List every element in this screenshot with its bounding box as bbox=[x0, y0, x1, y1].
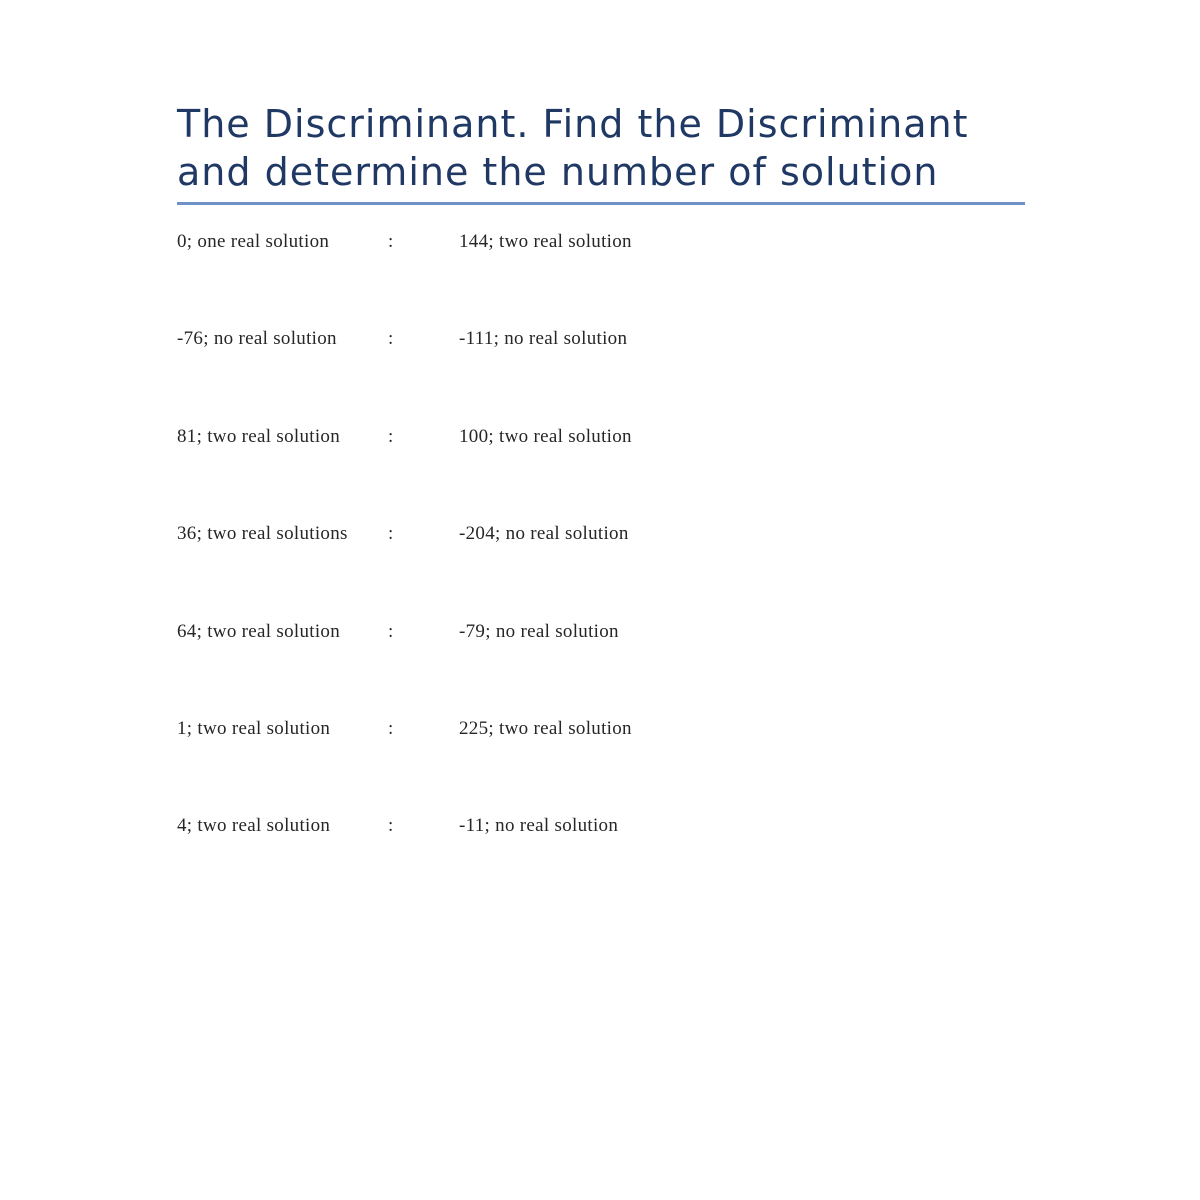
match-separator: : bbox=[388, 328, 394, 350]
match-separator: : bbox=[388, 717, 394, 739]
match-separator: : bbox=[388, 815, 394, 837]
match-right-text: 144; two real solution bbox=[459, 231, 632, 252]
table-row bbox=[177, 815, 1137, 912]
match-right-text: -204; no real solution bbox=[459, 523, 629, 545]
match-left-text: 36; two real solutions bbox=[177, 523, 348, 545]
match-right-text: -79; no real solution bbox=[459, 620, 619, 642]
matching-list bbox=[177, 231, 1137, 913]
table-row bbox=[177, 328, 1137, 425]
match-left-text: 4; two real solution bbox=[177, 815, 331, 837]
match-separator: : bbox=[388, 523, 394, 545]
table-row bbox=[177, 426, 1137, 523]
match-left-text: -76; no real solution bbox=[177, 328, 337, 350]
match-left-text: 0; one real solution bbox=[177, 231, 330, 252]
table-row bbox=[177, 621, 1137, 718]
match-separator: : bbox=[388, 620, 394, 642]
worksheet-page bbox=[177, 100, 1137, 913]
table-row bbox=[177, 718, 1137, 815]
table-row bbox=[177, 523, 1137, 620]
match-separator: : bbox=[388, 231, 394, 252]
match-left-text: 81; two real solution bbox=[177, 425, 341, 447]
match-left-text: 64; two real solution bbox=[177, 620, 341, 642]
match-separator: : bbox=[388, 425, 394, 447]
match-right-text: 225; two real solution bbox=[459, 717, 632, 739]
page-title: The Discriminant. Find the Discriminant and determine the number of solution bbox=[177, 100, 1025, 205]
match-right-text: -111; no real solution bbox=[459, 328, 628, 350]
match-right-text: -11; no real solution bbox=[459, 815, 619, 837]
table-row bbox=[177, 231, 1137, 328]
match-right-text: 100; two real solution bbox=[459, 425, 632, 447]
match-left-text: 1; two real solution bbox=[177, 717, 331, 739]
